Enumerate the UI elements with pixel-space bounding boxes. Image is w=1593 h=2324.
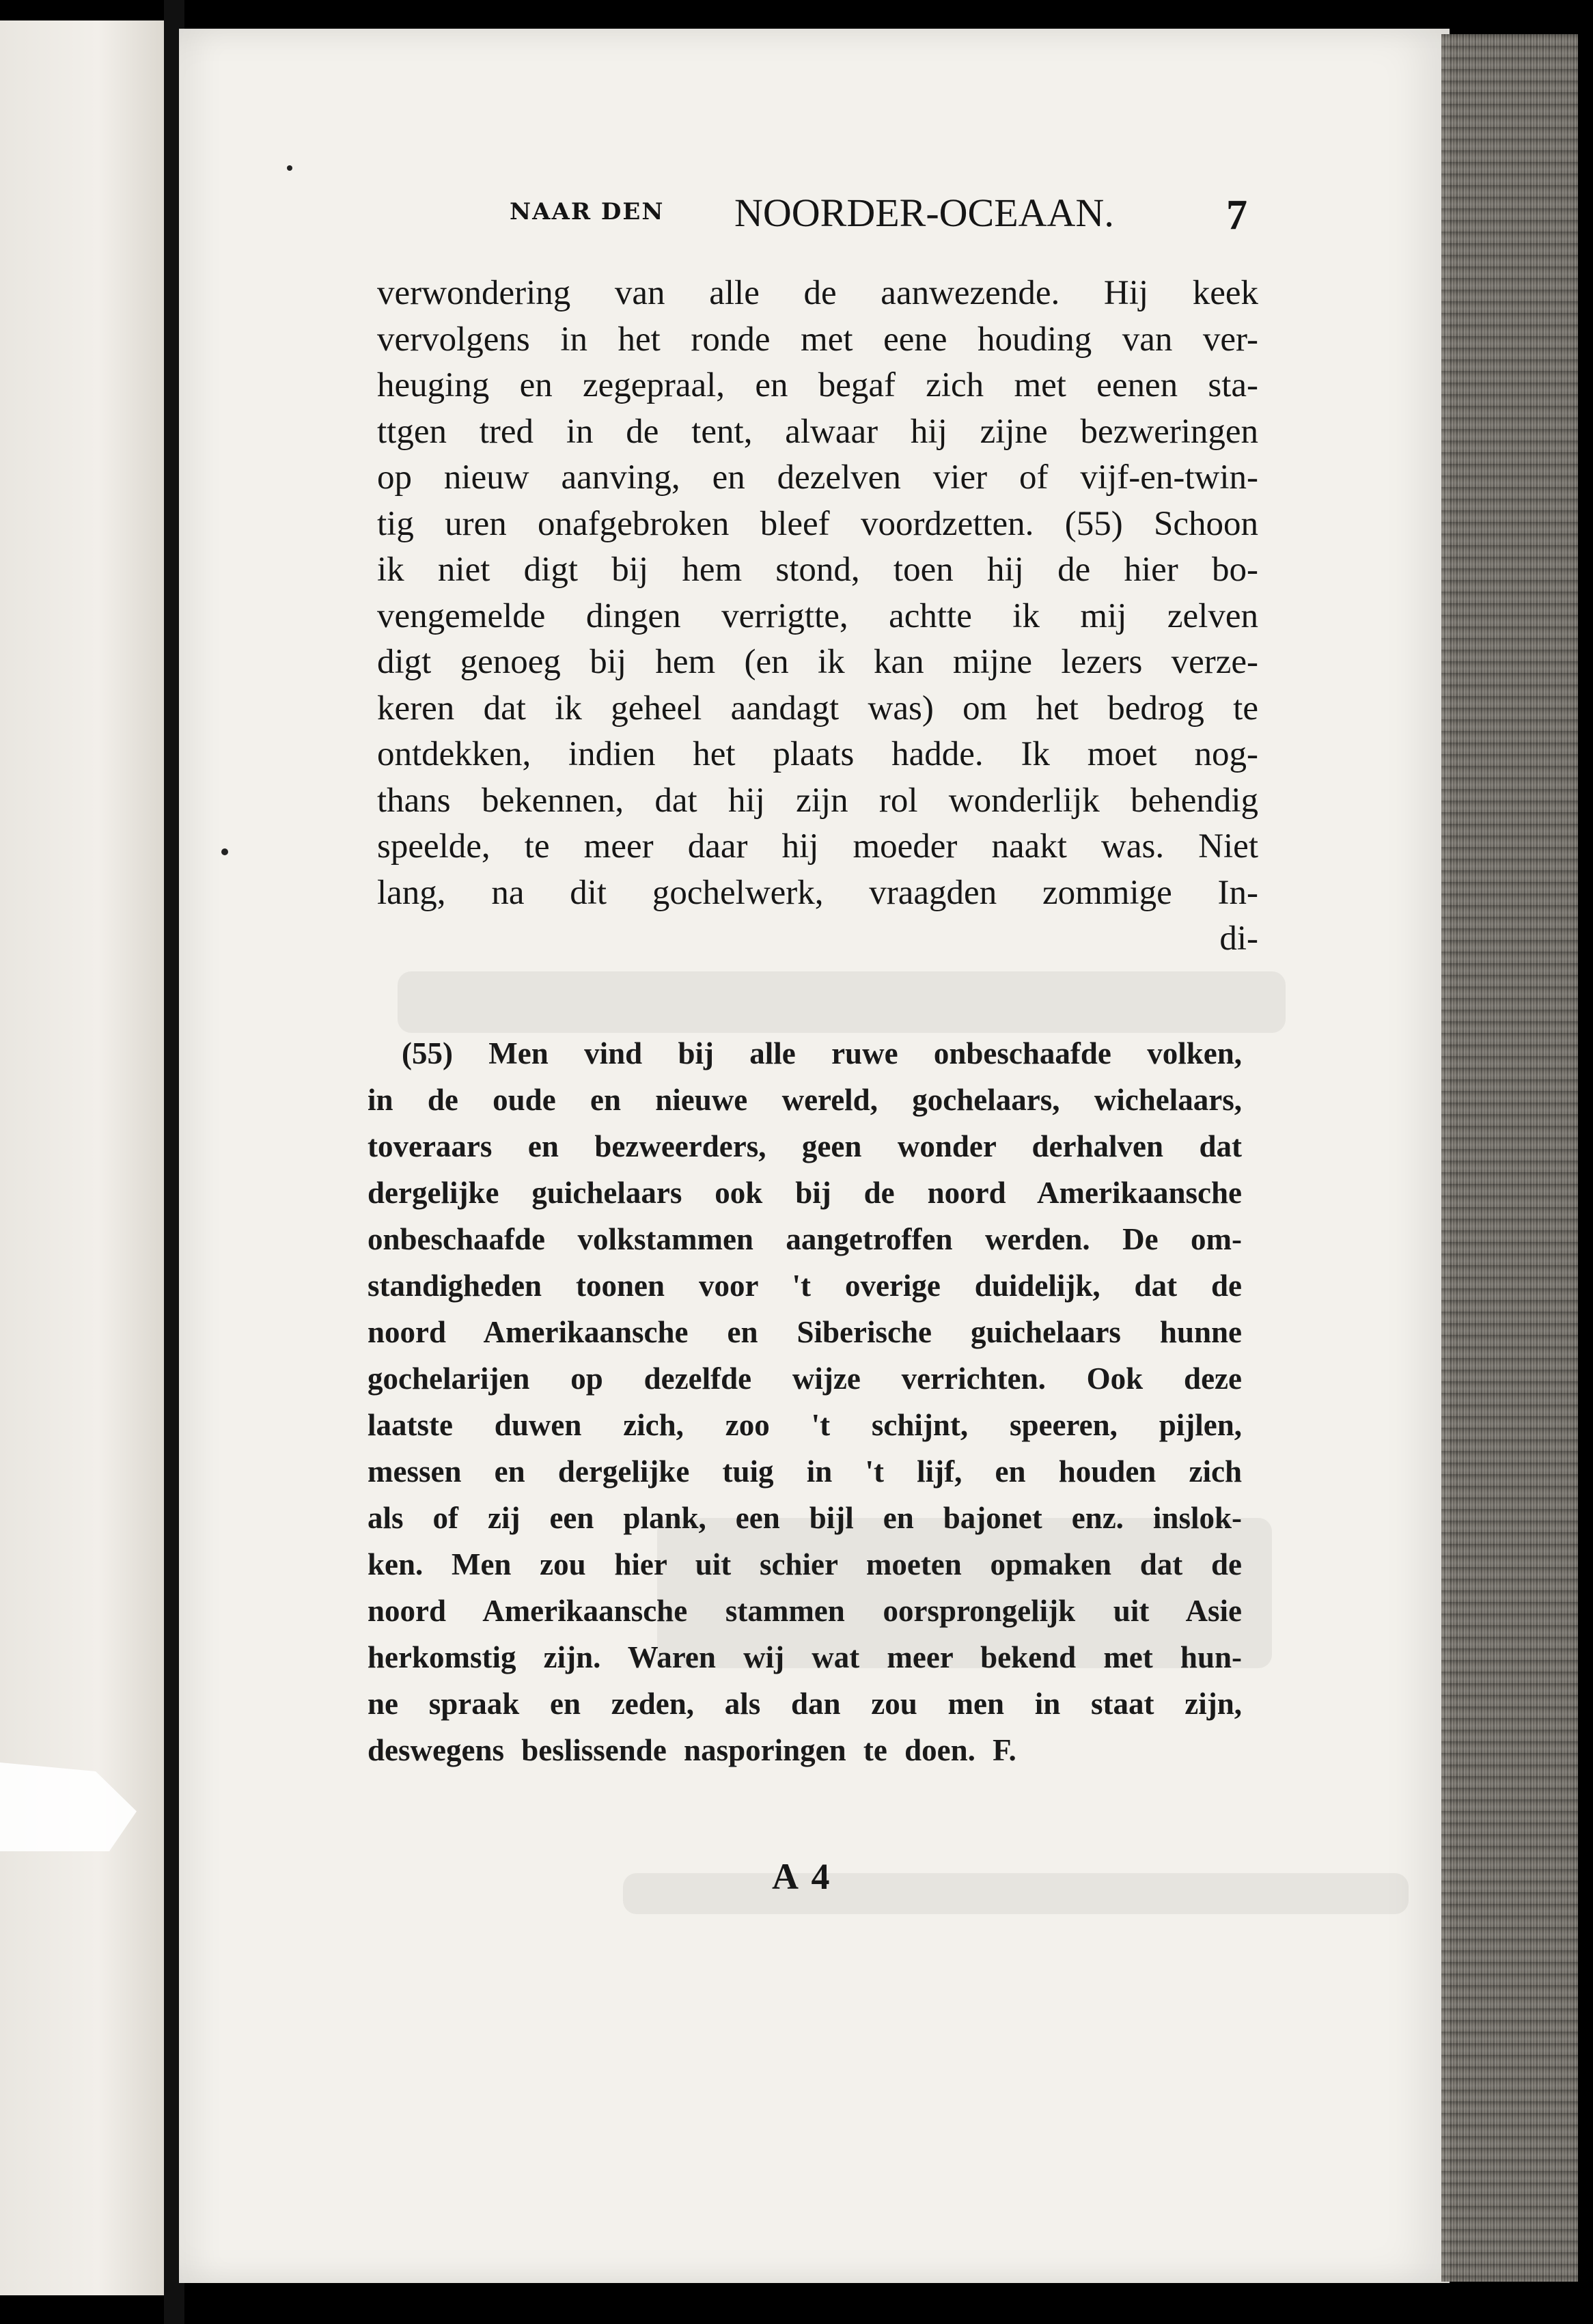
text-line: vengemelde dingen verrigtte, achtte ik mij zelven — [377, 596, 1258, 635]
main-text-block — [377, 271, 1258, 963]
footnote-line: noord Amerikaansche en Siberische guichelaars hunne — [368, 1315, 1242, 1349]
signature-mark: A 4 — [772, 1856, 833, 1897]
text-line: digt genoeg bij hem (en ik kan mijne lezers verze- — [377, 643, 1258, 681]
text-line: keren dat ik geheel aandagt was) om het bedrog te — [377, 689, 1258, 728]
text-line: ttgen tred in de tent, alwaar hij zijne bezweringen — [377, 412, 1258, 451]
text-line: tig uren onafgebroken bleef voordzetten. (55) Schoon — [377, 504, 1258, 543]
footnote-block — [368, 1030, 1242, 1773]
footnote-line: laatste duwen zich, zoo 't schijnt, speeren, pijlen, — [368, 1408, 1242, 1442]
footnote-line: deswegens beslissende nasporingen te doen. F. — [368, 1733, 1016, 1767]
footnote-line: in de oude en nieuwe wereld, gochelaars, wichelaars, — [368, 1083, 1242, 1117]
footnote-line: als of zij een plank, een bijl en bajonet enz. inslok- — [368, 1501, 1242, 1535]
text-line: verwondering van alle de aanwezende. Hij keek — [377, 274, 1258, 312]
previous-page-edge — [0, 20, 164, 2295]
text-line: lang, na dit gochelwerk, vraagden zommige In- — [377, 873, 1258, 912]
catchword: di- — [1219, 919, 1258, 958]
text-line: ontdekken, indien het plaats hadde. Ik moet nog- — [377, 735, 1258, 773]
footnote-line: messen en dergelijke tuig in 't lijf, en houden zich — [368, 1454, 1242, 1489]
text-line: heuging en zegepraal, en begaf zich met eenen sta- — [377, 366, 1258, 404]
footnote-line: (55) Men vind bij alle ruwe onbeschaafde volken, — [402, 1036, 1242, 1070]
footnote-line: gochelarijen op dezelfde wijze verrichten. Ook deze — [368, 1361, 1242, 1396]
ink-speck — [287, 165, 292, 171]
footnote-line: standigheden toonen voor 't overige duidelijk, dat de — [368, 1269, 1242, 1303]
footnote-line: herkomstig zijn. Waren wij wat meer bekend met hun- — [368, 1640, 1242, 1674]
page-number: 7 — [1226, 192, 1247, 238]
bleed-through-mark — [623, 1873, 1409, 1914]
text-line: speelde, te meer daar hij moeder naakt was. Niet — [377, 827, 1258, 866]
running-head-prefix: NAAR DEN — [510, 198, 665, 225]
running-head-title: NOORDER-OCEAAN. — [734, 191, 1114, 235]
text-line: ik niet digt bij hem stond, toen hij de hier bo- — [377, 551, 1258, 589]
footnote-line: ken. Men zou hier uit schier moeten opmaken dat de — [368, 1547, 1242, 1581]
running-head — [376, 190, 1277, 251]
text-line: op nieuw aanving, en dezelven vier of vijf-en-twin- — [377, 458, 1258, 497]
footnote-line: noord Amerikaansche stammen oorsprongelijk uit Asie — [368, 1594, 1242, 1628]
bleed-through-mark — [398, 971, 1286, 1033]
text-line: thans bekennen, dat hij zijn rol wonderlijk behendig — [377, 781, 1258, 820]
page-edge-texture — [1441, 34, 1578, 2282]
footnote-line: ne spraak en zeden, als dan zou men in staat zijn, — [368, 1687, 1242, 1721]
footnote-line: dergelijke guichelaars ook bij de noord Amerikaansche — [368, 1176, 1242, 1210]
text-line: vervolgens in het ronde met eene houding van ver- — [377, 320, 1258, 359]
footnote-line: toveraars en bezweerders, geen wonder derhalven dat — [368, 1129, 1242, 1163]
footnote-line: onbeschaafde volkstammen aangetroffen werden. De om- — [368, 1222, 1242, 1256]
ink-speck — [221, 848, 228, 855]
